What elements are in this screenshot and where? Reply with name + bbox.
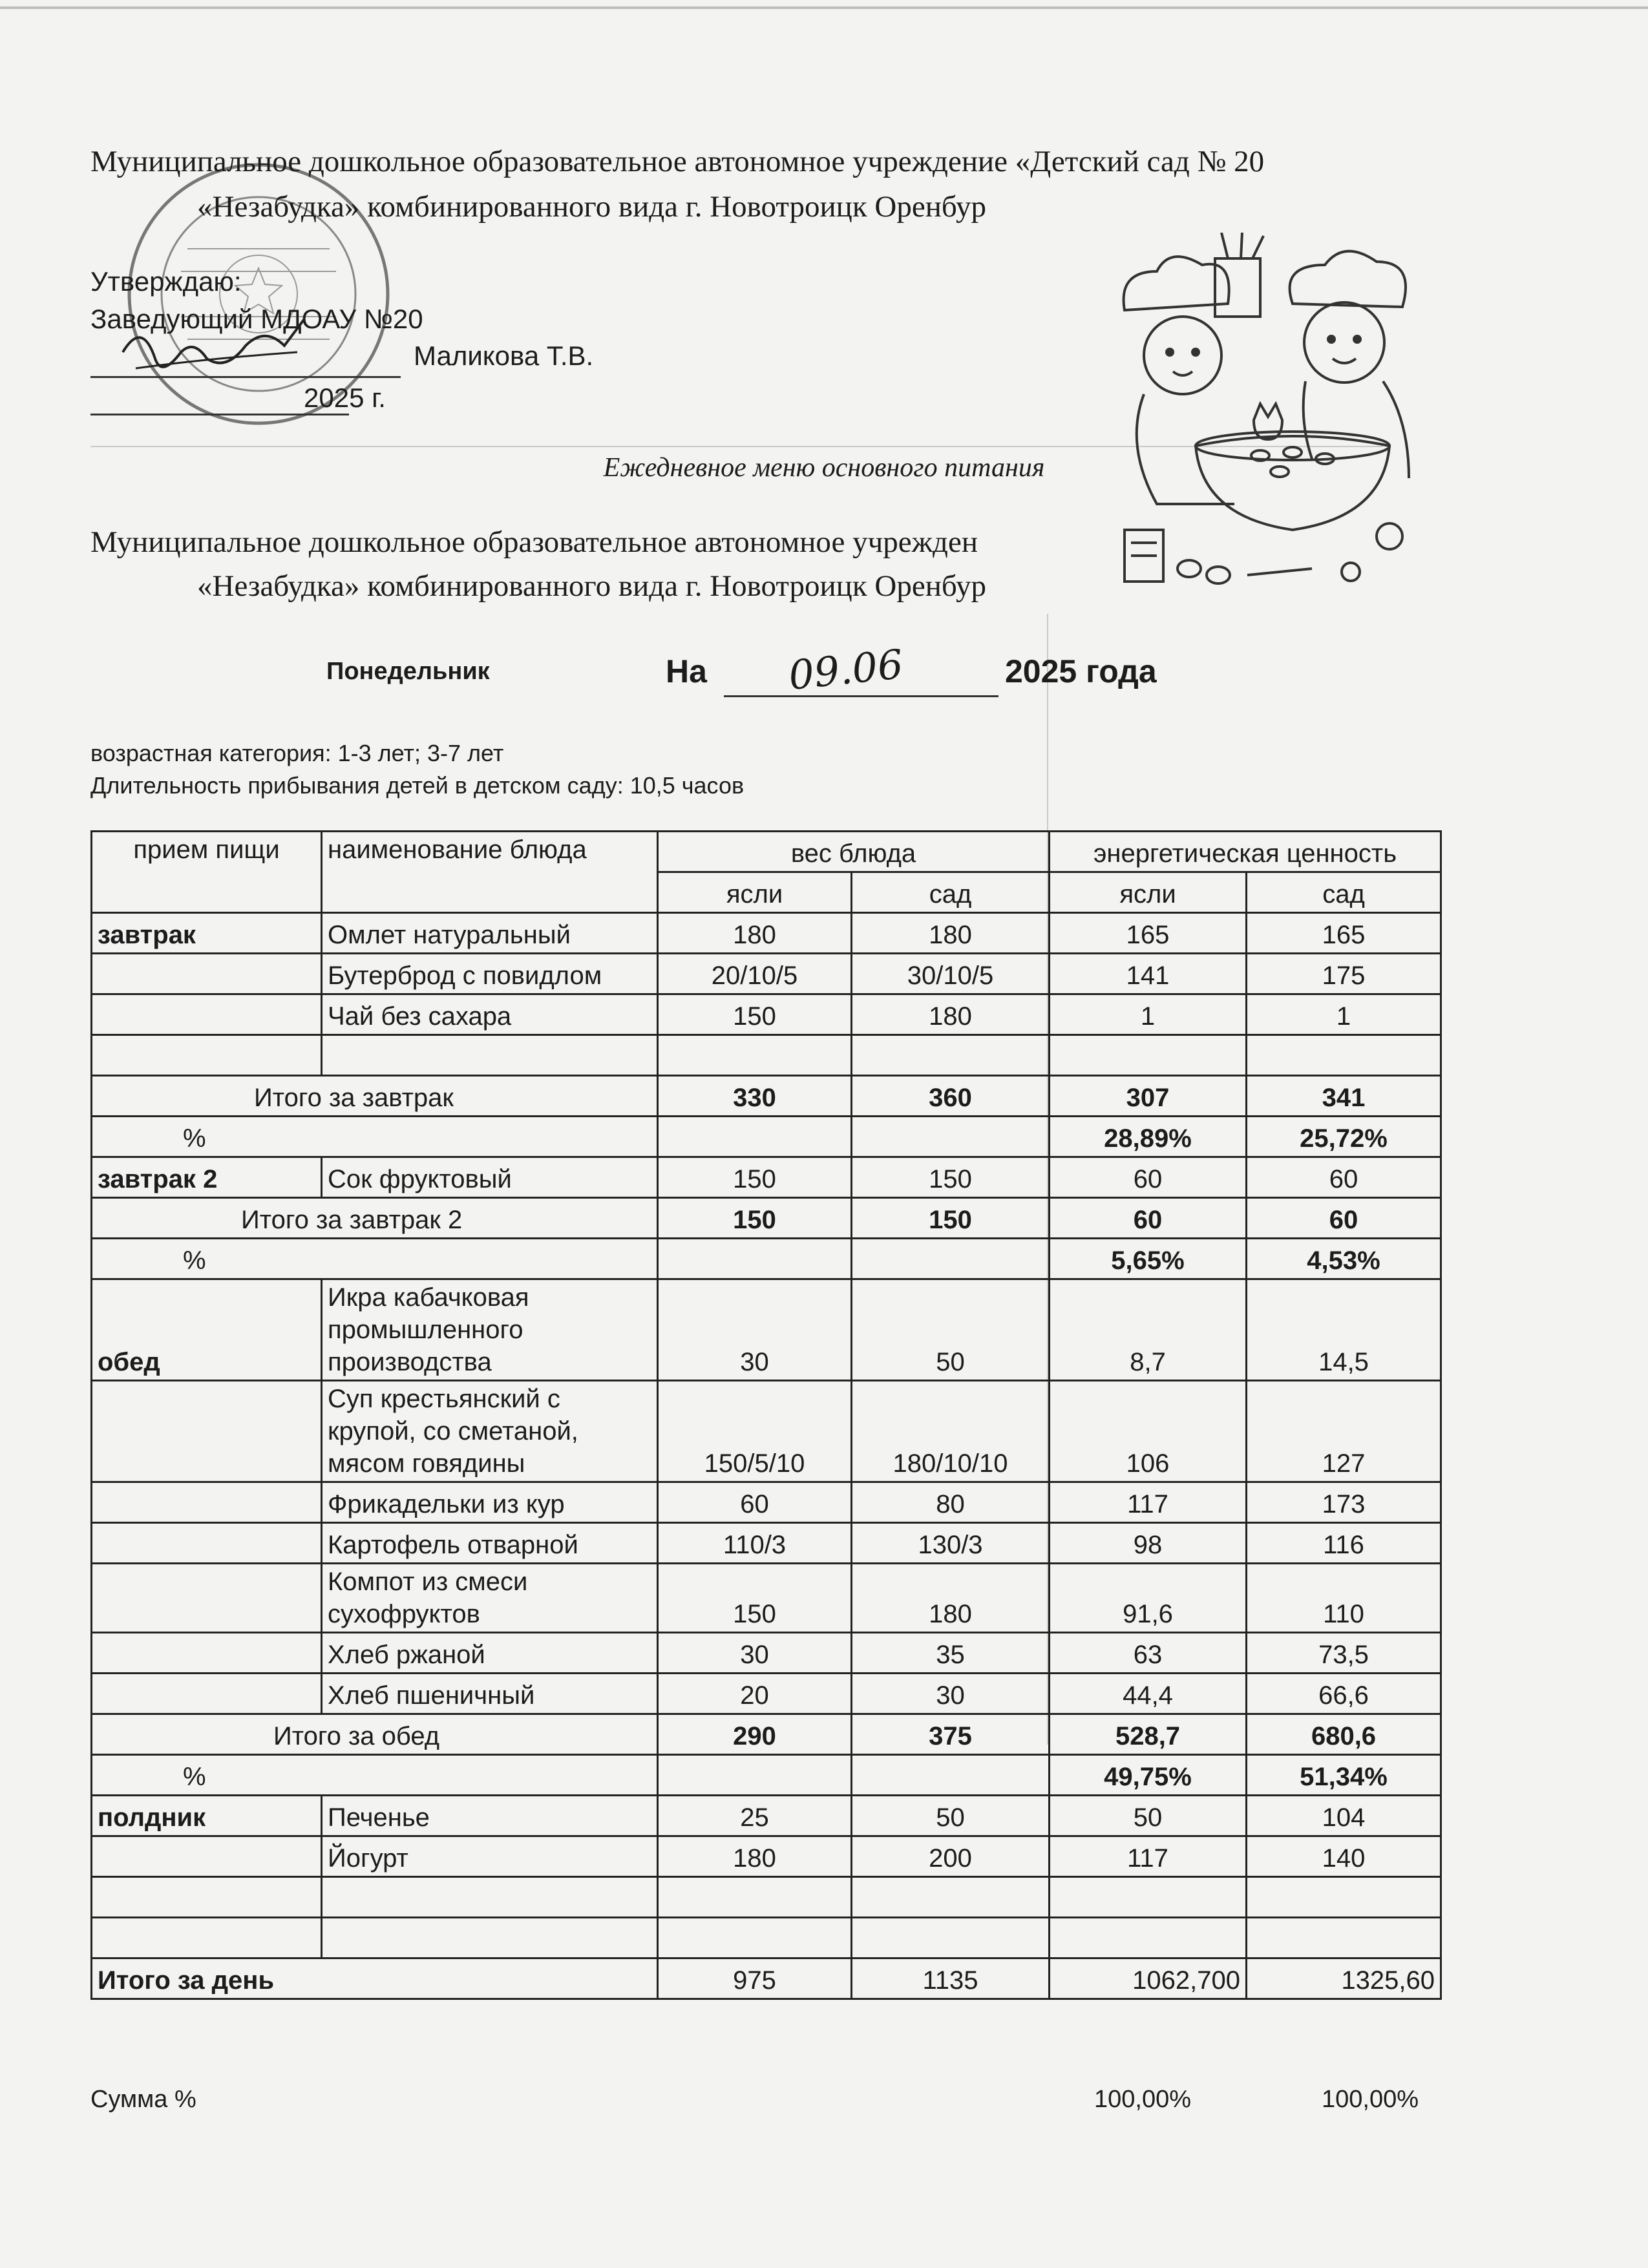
weight-garden: 35: [852, 1633, 1050, 1674]
table-row: [92, 1381, 1441, 1482]
day-total-weight-nursery: 975: [658, 1958, 852, 1999]
dish-name: Йогурт: [322, 1836, 658, 1877]
dish-name: Печенье: [322, 1796, 658, 1836]
dish-name: Бутерброд с повидлом: [322, 954, 658, 994]
percent-energy-garden: 51,34%: [1247, 1755, 1441, 1796]
subtotal-row: [92, 1198, 1441, 1239]
table-row: [92, 1564, 1441, 1633]
energy-garden: 66,6: [1247, 1674, 1441, 1714]
table-row: [92, 1482, 1441, 1523]
weight-garden: 180: [852, 994, 1050, 1035]
subtotal-row: [92, 1076, 1441, 1117]
table-row: [92, 954, 1441, 994]
approve-name: Маликова Т.В.: [414, 341, 594, 371]
energy-nursery: 141: [1050, 954, 1247, 994]
table-row: [92, 913, 1441, 954]
col-header-meal: прием пищи: [92, 832, 322, 913]
menu-table: [90, 830, 1442, 2000]
weight-garden: 150: [852, 1157, 1050, 1198]
energy-garden: 1: [1247, 994, 1441, 1035]
weight-nursery: 150: [658, 994, 852, 1035]
col-header-dish: наименование блюда: [322, 832, 658, 913]
institution-name-line2: «Незабудка» комбинированного вида г. Новотроицк Оренбур: [197, 190, 986, 224]
percent-row: [92, 1755, 1441, 1796]
percent-energy-garden: 4,53%: [1247, 1239, 1441, 1279]
table-row-empty: [92, 1035, 1441, 1076]
date-underline: [724, 695, 998, 697]
meal-lunch: обед: [92, 1279, 322, 1381]
subtotal-row: [92, 1714, 1441, 1755]
dish-name: Хлеб ржаной: [322, 1633, 658, 1674]
weight-nursery: 30: [658, 1279, 852, 1381]
age-category: возрастная категория: 1-3 лет; 3-7 лет: [90, 740, 504, 766]
energy-nursery: 44,4: [1050, 1674, 1247, 1714]
sum-energy-garden: 100,00%: [1322, 2086, 1419, 2113]
energy-nursery: 63: [1050, 1633, 1247, 1674]
meal-snack: полдник: [92, 1796, 322, 1836]
energy-nursery: 1: [1050, 994, 1247, 1035]
weight-nursery: 180: [658, 1836, 852, 1877]
weight-garden: 30/10/5: [852, 954, 1050, 994]
energy-garden: 116: [1247, 1523, 1441, 1564]
percent-energy-garden: 25,72%: [1247, 1117, 1441, 1157]
meal-breakfast2: завтрак 2: [92, 1157, 322, 1198]
subtotal-energy-nursery: 307: [1050, 1076, 1247, 1117]
institution-name-line1: Муниципальное дошкольное образовательное автономное учреждение «Детский сад № 20: [90, 145, 1265, 178]
scan-edge: [0, 6, 1648, 9]
col-header-weight-garden: сад: [852, 872, 1050, 913]
stay-duration: Длительность прибывания детей в детском саду: 10,5 часов: [90, 772, 745, 799]
table-row: [92, 994, 1441, 1035]
subtotal-weight-nursery: 290: [658, 1714, 852, 1755]
energy-nursery: 98: [1050, 1523, 1247, 1564]
col-header-weight-nursery: ясли: [658, 872, 852, 913]
weight-garden: 200: [852, 1836, 1050, 1877]
energy-nursery: 117: [1050, 1482, 1247, 1523]
table-header-row: [92, 832, 1441, 872]
subtotal-weight-nursery: 150: [658, 1198, 852, 1239]
energy-nursery: 117: [1050, 1836, 1247, 1877]
sum-percent-row: [90, 2086, 1440, 2114]
weight-nursery: 110/3: [658, 1523, 852, 1564]
weight-garden: 80: [852, 1482, 1050, 1523]
day-total-energy-nursery: 1062,700: [1050, 1958, 1247, 1999]
weight-nursery: 20: [658, 1674, 852, 1714]
energy-garden: 73,5: [1247, 1633, 1441, 1674]
date-prefix: На: [666, 653, 707, 689]
energy-garden: 165: [1247, 913, 1441, 954]
day-total-energy-garden: 1325,60: [1247, 1958, 1441, 1999]
subtotal-label: Итого за обед: [92, 1714, 658, 1755]
dish-name: Картофель отварной: [322, 1523, 658, 1564]
weight-nursery: 150/5/10: [658, 1381, 852, 1482]
weight-garden: 180: [852, 1564, 1050, 1633]
percent-label: %: [92, 1755, 658, 1796]
energy-garden: 175: [1247, 954, 1441, 994]
weight-garden: 50: [852, 1796, 1050, 1836]
energy-nursery: 60: [1050, 1157, 1247, 1198]
sum-label: Сумма %: [90, 2086, 196, 2113]
percent-energy-nursery: 49,75%: [1050, 1755, 1247, 1796]
energy-nursery: 91,6: [1050, 1564, 1247, 1633]
subtotal-energy-garden: 60: [1247, 1198, 1441, 1239]
table-row: [92, 1633, 1441, 1674]
subtotal-weight-nursery: 330: [658, 1076, 852, 1117]
table-row: [92, 1523, 1441, 1564]
dish-name: Сок фруктовый: [322, 1157, 658, 1198]
percent-row: [92, 1117, 1441, 1157]
weight-nursery: 30: [658, 1633, 852, 1674]
subtotal-label: Итого за завтрак 2: [92, 1198, 658, 1239]
weight-garden: 180/10/10: [852, 1381, 1050, 1482]
energy-nursery: 50: [1050, 1796, 1247, 1836]
weight-nursery: 60: [658, 1482, 852, 1523]
day-total-row: [92, 1958, 1441, 1999]
approve-label: Утверждаю:: [90, 266, 242, 297]
subtotal-weight-garden: 360: [852, 1076, 1050, 1117]
subtotal-energy-nursery: 60: [1050, 1198, 1247, 1239]
energy-garden: 14,5: [1247, 1279, 1441, 1381]
table-row-empty: [92, 1877, 1441, 1918]
percent-row: [92, 1239, 1441, 1279]
energy-nursery: 8,7: [1050, 1279, 1247, 1381]
subtotal-weight-garden: 375: [852, 1714, 1050, 1755]
table-row: [92, 1674, 1441, 1714]
handwritten-signature: [110, 313, 317, 384]
approve-position: Заведующий МДОАУ №20: [90, 304, 423, 334]
energy-garden: 104: [1247, 1796, 1441, 1836]
subtotal-energy-garden: 680,6: [1247, 1714, 1441, 1755]
weight-nursery: 20/10/5: [658, 954, 852, 994]
table-row-empty: [92, 1918, 1441, 1958]
dish-name: Суп крестьянский с крупой, со сметаной, мясом говядины: [322, 1381, 658, 1482]
sum-energy-nursery: 100,00%: [1094, 2086, 1192, 2113]
col-header-energy-nursery: ясли: [1050, 872, 1247, 913]
percent-label: %: [92, 1117, 658, 1157]
percent-energy-nursery: 28,89%: [1050, 1117, 1247, 1157]
col-header-energy-garden: сад: [1247, 872, 1441, 913]
handwritten-date: 09.06: [786, 640, 905, 700]
day-of-week: Понедельник: [326, 658, 490, 685]
energy-garden: 173: [1247, 1482, 1441, 1523]
table-row: [92, 1279, 1441, 1381]
approve-year: 2025 г.: [304, 383, 386, 413]
energy-garden: 110: [1247, 1564, 1441, 1633]
energy-garden: 140: [1247, 1836, 1441, 1877]
weight-garden: 130/3: [852, 1523, 1050, 1564]
children-cooking-illustration: [1105, 233, 1441, 594]
energy-nursery: 165: [1050, 913, 1247, 954]
weight-nursery: 150: [658, 1564, 852, 1633]
dish-name: Фрикадельки из кур: [322, 1482, 658, 1523]
energy-garden: 60: [1247, 1157, 1441, 1198]
day-total-label: Итого за день: [92, 1958, 658, 1999]
col-header-weight: вес блюда: [658, 832, 1050, 872]
menu-title: Ежедневное меню основного питания: [603, 453, 1045, 483]
weight-garden: 50: [852, 1279, 1050, 1381]
weight-garden: 30: [852, 1674, 1050, 1714]
day-total-weight-garden: 1135: [852, 1958, 1050, 1999]
meal-breakfast: завтрак: [92, 913, 322, 954]
dish-name: Икра кабачковая промышленного производства: [322, 1279, 658, 1381]
subtotal-label: Итого за завтрак: [92, 1076, 658, 1117]
table-row: [92, 1836, 1441, 1877]
date-line: [90, 414, 349, 415]
percent-energy-nursery: 5,65%: [1050, 1239, 1247, 1279]
energy-nursery: 106: [1050, 1381, 1247, 1482]
weight-nursery: 180: [658, 913, 852, 954]
energy-garden: 127: [1247, 1381, 1441, 1482]
date-suffix: 2025 года: [1005, 653, 1157, 689]
percent-label: %: [92, 1239, 658, 1279]
weight-nursery: 150: [658, 1157, 852, 1198]
institution2-line2: «Незабудка» комбинированного вида г. Новотроицк Оренбур: [197, 569, 986, 603]
subtotal-energy-garden: 341: [1247, 1076, 1441, 1117]
subtotal-energy-nursery: 528,7: [1050, 1714, 1247, 1755]
table-row: [92, 1157, 1441, 1198]
dish-name: Чай без сахара: [322, 994, 658, 1035]
weight-nursery: 25: [658, 1796, 852, 1836]
dish-name: Компот из смеси сухофруктов: [322, 1564, 658, 1633]
col-header-energy: энергетическая ценность: [1050, 832, 1441, 872]
weight-garden: 180: [852, 913, 1050, 954]
table-row: [92, 1796, 1441, 1836]
dish-name: Омлет натуральный: [322, 913, 658, 954]
subtotal-weight-garden: 150: [852, 1198, 1050, 1239]
institution2-line1: Муниципальное дошкольное образовательное автономное учрежден: [90, 525, 978, 559]
dish-name: Хлеб пшеничный: [322, 1674, 658, 1714]
